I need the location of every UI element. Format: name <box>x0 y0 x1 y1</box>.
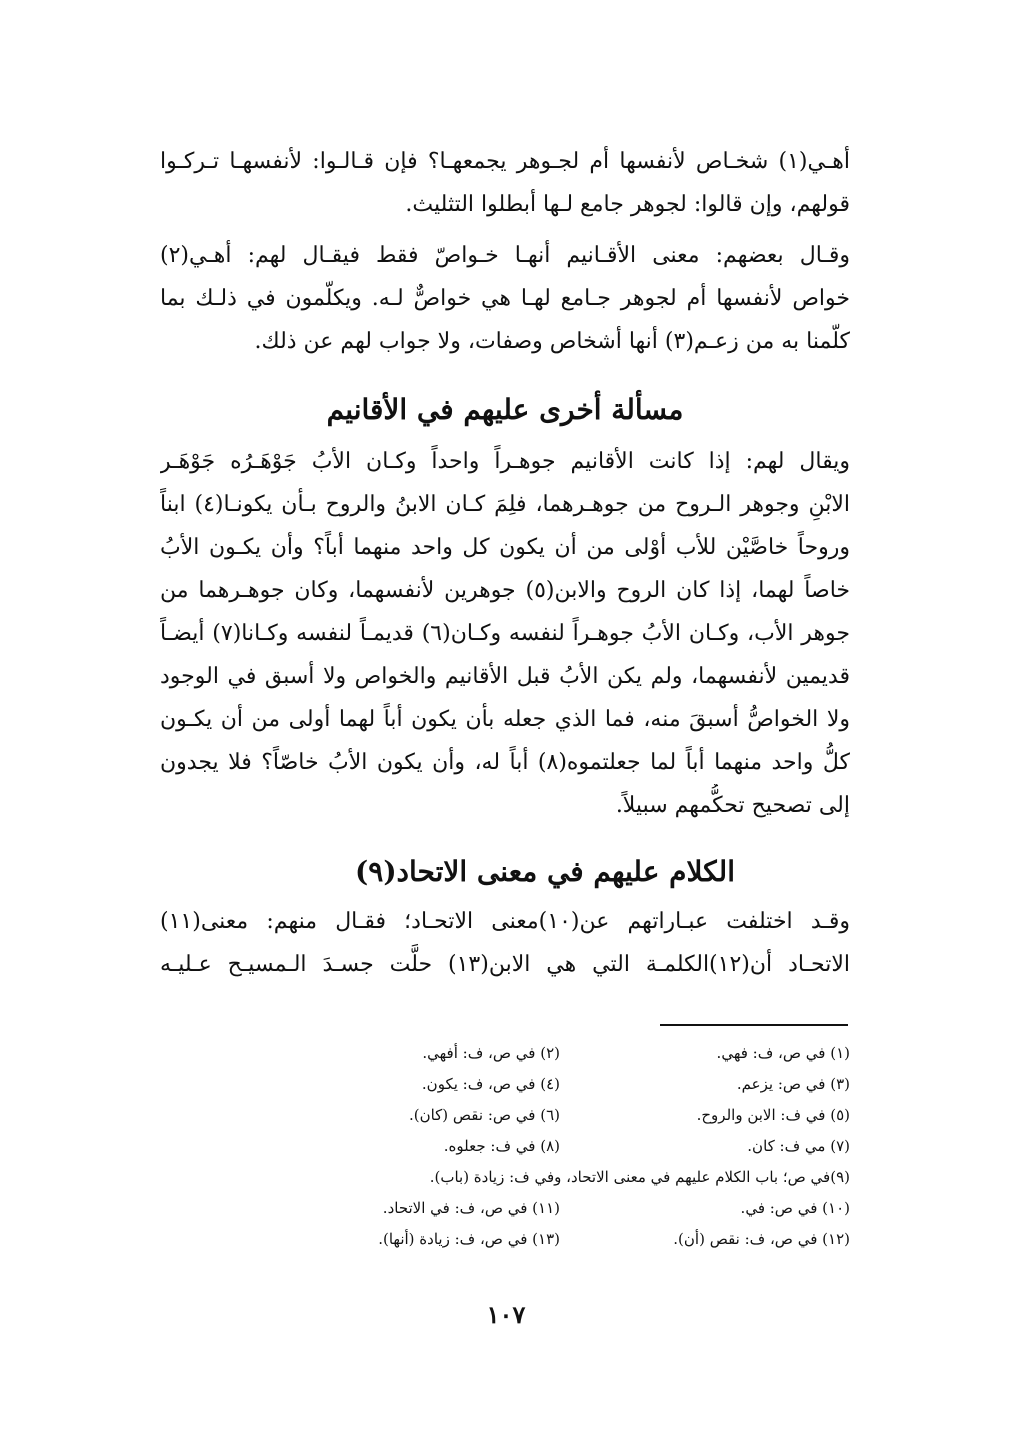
text-line: الاتحـاد أن(١٢)الكلمـة التي هي الابن(١٣) حلَّت جسـدَ الـمسيـح عـليـه <box>160 952 850 977</box>
footnote-4: (٤) في ص، ف: يكون. <box>421 1075 560 1093</box>
footnote-row <box>270 1193 850 1224</box>
text-line: وقـد اختلفت عبـاراتهم عن(١٠)معنى الاتحـاد؛ فقـال منهم: معنى(١١) <box>160 909 850 934</box>
text-line: وروحاً خاصَّيْن للأب أوْلى من أن يكون كل واحد منهما أباً؟ وأن يكـون الأبُ <box>160 535 850 560</box>
text-line: كلّمنا به من زعـم(٣) أنها أشخاص وصفات، ولا جواب لهم عن ذلك. <box>254 329 850 354</box>
footnote-row <box>270 1038 850 1069</box>
text-line: وقـال بعضهم: معنى الأقـانيم أنهـا خـواصّ فقط فيقـال لهم: أهـي(٢) <box>160 243 850 268</box>
footnotes <box>270 1038 850 1255</box>
text-line: الابْنِ وجوهر الـروح من جوهـرهما، فلِمَ كـان الابنُ والروح بـأن يكونـا(٤) ابناً <box>160 492 850 517</box>
footnote-12: (١٢) في ص، ف: نقص (أن). <box>673 1230 850 1248</box>
page-number: ١٠٧ <box>486 1300 526 1329</box>
paragraph-3 <box>160 440 850 827</box>
footnote-5: (٥) في ف: الابن والروح. <box>696 1106 850 1124</box>
footnote-9: (٩)في ص؛ باب الكلام عليهم في معنى الاتحاد، وفي ف: زيادة (باب). <box>429 1168 850 1186</box>
text-line: ويقال لهم: إذا كانت الأقانيم جوهـراً واحداً وكـان الأبُ جَوْهَـرُه جَوْهَـر <box>160 449 850 474</box>
footnote-row <box>270 1100 850 1131</box>
paragraph-1 <box>160 140 850 226</box>
text-line: أهـي(١) شخـاص لأنفسها أم لجـوهر يجمعهـا؟ فإن قـالـوا: لأنفسهـا تـركـوا <box>160 149 850 174</box>
footnote-row <box>270 1162 850 1193</box>
page-body <box>160 140 850 986</box>
section-heading-2: الكلام عليهم في معنى الاتحاد(٩) <box>355 855 735 888</box>
footnote-divider <box>660 1024 848 1026</box>
paragraph-2 <box>160 234 850 363</box>
footnote-6: (٦) في ص: نقص (كان). <box>408 1106 560 1124</box>
footnote-2: (٢) في ص، ف: أفهي. <box>422 1044 560 1062</box>
footnote-8: (٨) في ف: جعلوه. <box>443 1137 560 1155</box>
text-line: خاصاً لهما، إذا كان الروح والابن(٥) جوهرين لأنفسهما، وكان جوهـرهما من <box>160 578 850 603</box>
footnote-row <box>270 1224 850 1255</box>
text-line: قولهم، وإن قالوا: لجوهر جامع لـها أبطلوا التثليث. <box>405 192 850 217</box>
section-heading-1: مسألة أخرى عليهم في الأقانيم <box>326 393 684 426</box>
footnote-3: (٣) في ص: يزعم. <box>736 1075 850 1093</box>
text-line: ولا الخواصُّ أسبقَ منه، فما الذي جعله بأن يكون أباً لهما أولى من أن يكـون <box>160 707 850 732</box>
footnote-row <box>270 1069 850 1100</box>
text-line: جوهر الأب، وكـان الأبُ جوهـراً لنفسه وكـان(٦) قديمـاً لنفسه وكـانا(٧) أيضـاً <box>160 621 850 646</box>
footnote-11: (١١) في ص، ف: في الاتحاد. <box>382 1199 560 1217</box>
footnote-row <box>270 1131 850 1162</box>
text-line: كلُّ واحد منهما أباً لما جعلتموه(٨) أباً له، وأن يكون الأبُ خاصّاً؟ فلا يجدون <box>160 750 850 775</box>
footnote-13: (١٣) في ص، ف: زيادة (أنها). <box>378 1230 560 1248</box>
paragraph-4 <box>160 900 850 986</box>
footnote-10: (١٠) في ص: في. <box>740 1199 850 1217</box>
text-line: خواص لأنفسها أم لجوهر جـامع لهـا هي خواصٌّ لـه. ويكلّمون في ذلـك بما <box>160 286 850 311</box>
footnote-1: (١) في ص، ف: فهي. <box>716 1044 850 1062</box>
text-line: إلى تصحيح تحكُّمهم سبيلاً. <box>615 793 850 818</box>
footnote-7: (٧) مي ف: كان. <box>747 1137 850 1155</box>
text-line: قديمين لأنفسهما، ولم يكن الأبُ قبل الأقانيم والخواص ولا أسبق في الوجود <box>160 664 850 689</box>
